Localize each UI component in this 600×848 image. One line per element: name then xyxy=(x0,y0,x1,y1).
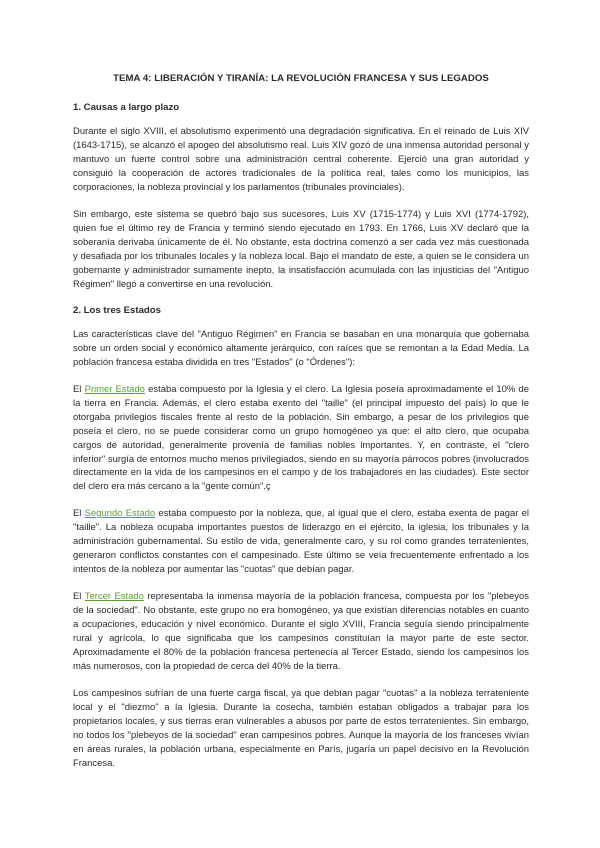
paragraph-antiguo-regimen: Las características clave del "Antiguo Régimen" en Francia se basaban en una monarquía que gobernaba sobre un orden social y económico altamente jerárquico, con raíces que se remontan a la Edad Media. La población francesa estaba dividida en tres "Estados" (o "Órdenes"): xyxy=(73,329,529,368)
segundo-estado-link[interactable]: Segundo Estado xyxy=(84,508,156,519)
paragraph-body: estaba compuesto por la Iglesia y el clero. La Iglesia poseía aproximadamente el 10% de la tierra en Francia. Además, el clero estaba exento del "taille" (el principal impuesto del país) lo que le otorgaba privilegios fiscales frente al resto de la población. Sin embargo, a pesar de los privilegios que poseía el clero, no se puede considerar como un grupo homogéneo ya que: el alto clero, que ocupaba cargos de autoridad, generalmente provenía de familias nobles importantes. Y, en contraste, el "clero inferior" surgía de entornos mucho menos privilegiados, siendo en su mayoría párrocos pobres (involucrados directamente en la vida de los campesinos en el campo y de los trabajadores en las ciudades). Este sector del clero era más cercano a la "gente común".ç xyxy=(73,384,529,493)
paragraph-segundo-estado xyxy=(73,507,529,577)
paragraph-prefix: El xyxy=(73,508,85,519)
tercer-estado-link[interactable]: Tercer Estado xyxy=(84,591,144,602)
document-title: TEMA 4: LIBERACIÓN Y TIRANÍA: LA REVOLUCIÓN FRANCESA Y SUS LEGADOS xyxy=(113,73,489,84)
paragraph-body: representaba la inmensa mayoría de la población francesa, compuesta por los "plebeyos de la sociedad". No obstante, este grupo no era homogéneo, ya que existían diferencias notables en cuanto a ocupaciones, educación y nivel económico. Durante el siglo XVIII, Francia seguía siendo principalmente rural y agrícola, lo que significaba que los campesinos constituían la mayor parte de este sector. Aproximadamente el 80% de la población francesa pertenecía al Tercer Estado, siendo los campesinos los más numerosos, con la propiedad de cerca del 40% de la tierra. xyxy=(73,591,529,672)
paragraph-sucesores: Sin embargo, este sistema se quebró bajo sus sucesores, Luis XV (1715-1774) y Luis XVI (1774-1792), quien fue el último rey de Francia y terminó siendo ejecutado en 1793. En 1766, Luis XV declaró que la soberanía derivaba únicamente de él. No obstante, esta doctrina comenzó a ser cada vez más cuestionada y desafiada por los tribunales locales y la nobleza local. Bajo el mandato de este, a quien se le considera un gobernante y administrador sumamente inepto, la insatisfacción acumulada con las injusticias del "Antiguo Régimen" llegó a convertirse en una revolución. xyxy=(73,209,529,290)
paragraph-primer-estado xyxy=(73,383,529,494)
paragraph-campesinos: Los campesinos sufrían de una fuerte carga fiscal, ya que debían pagar "cuotas" a la nobleza terrateniente local y el "diezmo" a la Iglesia. Durante la cosecha, también estaban obligados a trabajar para los propietarios locales, y sus tierras eran vulnerables a abusos por parte de estos terratenientes. Sin embargo, no todos los "plebeyos de la sociedad" eran campesinos pobres. Aunque la mayoría de los franceses vivían en áreas rurales, la población urbana, especialmente en París, jugaría un papel decisivo en la Revolución Francesa. xyxy=(73,688,529,769)
paragraph-prefix: El xyxy=(73,384,85,395)
paragraph-absolutismo: Durante el siglo XVIII, el absolutismo experimentó una degradación significativa. En el reinado de Luis XIV (1643-1715), se alcanzó el apogeo del absolutismo real. Luis XIV gozó de una inmensa autoridad personal y mantuvo un fuerte control sobre una administración central coherente. Ejerció una gran autoridad y consiguió la cooperación de actores tradicionales de la política real, tales como los municipios, las corporaciones, la nobleza provincial y los parlamentos (tribunales provinciales). xyxy=(73,126,529,193)
section-heading-causas: 1. Causas a largo plazo xyxy=(73,102,180,113)
primer-estado-link[interactable]: Primer Estado xyxy=(84,384,145,395)
paragraph-prefix: El xyxy=(73,591,85,602)
section-heading-estados: 2. Los tres Estados xyxy=(73,305,161,316)
paragraph-body: estaba compuesto por la nobleza, que, al igual que el clero, estaba exenta de pagar el "taille". La nobleza ocupaba importantes puestos de liderazgo en el ejército, la iglesia, los tribunales y la administración gubernamental. Su estilo de vida, generalmente caro, y su rol como grandes terratenientes, generaron conflictos constantes con el campesinado. Este último se veía frecuentemente enfrentado a los intentos de la nobleza por aumentar las "cuotas" que debían pagar. xyxy=(73,508,530,575)
paragraph-tercer-estado xyxy=(73,590,529,673)
